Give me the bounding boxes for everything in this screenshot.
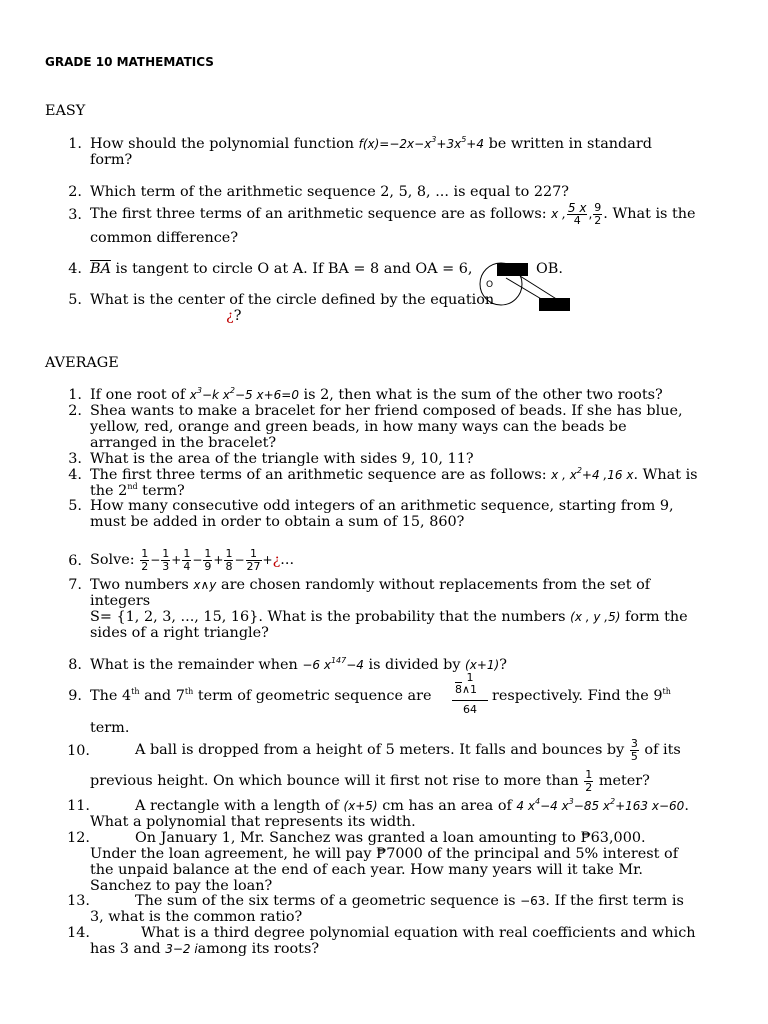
math-expression: (x)=−2x−x xyxy=(362,137,432,151)
exponent: 5 xyxy=(461,135,467,144)
question-text: If one root of xyxy=(90,387,186,403)
question-number: 12. xyxy=(67,830,90,846)
question-number: 2. xyxy=(68,184,82,200)
missing-glyph: ¿ xyxy=(272,552,281,568)
question-average-9: The 4th and 7th term of geometric sequence are xyxy=(90,687,432,704)
question-average-12: On January 1, Mr. Sanchez was granted a loan amounting to ₱63,000. xyxy=(135,830,646,846)
math-expression: (x , y ,5) xyxy=(570,610,621,624)
question-average-7 xyxy=(90,577,650,593)
question-number: 14. xyxy=(67,925,90,941)
question-text: OB. xyxy=(536,261,563,277)
question-number: 7. xyxy=(68,577,82,593)
question-text: Under the loan agreement, he will pay ₱7000 of the principal and 5% interest of xyxy=(90,846,679,862)
question-text: Solve: xyxy=(90,552,135,568)
math-expression: +4 xyxy=(466,137,484,151)
question-text: is 2, then what is the sum of the other two roots? xyxy=(303,387,663,403)
question-number: 2. xyxy=(68,403,82,419)
question-text: S= {1, 2, 3, ..., 15, 16}. What is the probability that the numbers (x , y ,5) form the xyxy=(90,609,688,625)
question-text: arranged in the bracelet? xyxy=(90,435,277,451)
math-symbol: f xyxy=(358,137,363,151)
question-text: is tangent to circle O at A. If BA = 8 and OA = 6, xyxy=(115,261,473,277)
question-easy-2: Which term of the arithmetic sequence 2, 5, 8, ... is equal to 227? xyxy=(90,184,570,200)
question-easy-4 xyxy=(90,261,473,277)
fraction: $\frac{3}{5}$ xyxy=(630,736,638,763)
question-number: 11. xyxy=(67,798,90,814)
question-text: 3, what is the common ratio? xyxy=(90,909,303,925)
fraction: $\frac{1}{2}$ xyxy=(141,546,149,573)
section-heading-easy: EASY xyxy=(45,103,86,119)
circle-label: O xyxy=(486,280,494,290)
question-average-3: What is the area of the triangle with sides 9, 10, 11? xyxy=(90,451,474,467)
question-number: 3. xyxy=(68,451,82,467)
question-text: The first three terms of an arithmetic sequence are as follows: xyxy=(90,206,547,222)
question-text: the unpaid balance at the end of each year. How many years will it take Mr. xyxy=(90,862,643,878)
question-text: . What is xyxy=(633,467,698,483)
exponent: 3 xyxy=(431,135,437,144)
section-heading-average: AVERAGE xyxy=(45,355,119,371)
question-average-6: Solve: $\frac{1}{2}$ − $\frac{1}{3}$ + $\frac{1}{4}$ − $\frac{1}{9}$ + $\frac{1}{8}$ − $\frac{1}{27}$ +¿... xyxy=(90,546,295,573)
question-average-11: A rectangle with a length of (x+5) cm has an area of 4 $x^4-4$ $x^3-85$ $x^2+163$ x−60. xyxy=(135,797,689,814)
question-text: be written in standard xyxy=(488,136,652,152)
question-text: must be added in order to obtain a sum of 15, 860? xyxy=(90,514,465,530)
question-text: sides of a right triangle? xyxy=(90,625,269,641)
math-expression: +3x xyxy=(436,137,462,151)
question-text: the 2nd term? xyxy=(90,482,185,499)
question-text: are chosen randomly without replacements from the set of xyxy=(220,577,651,593)
fraction: $\frac{5 x}{4}$ xyxy=(567,200,587,227)
question-average-14: What is a third degree polynomial equation with real coefficients and which xyxy=(141,925,696,941)
fraction: $\frac{9}{2}$ xyxy=(594,200,602,227)
question-number: 9. xyxy=(68,688,82,704)
question-text: previous height. On which bounce will it first not rise to more than $\frac{1}{2}$ meter? xyxy=(90,767,650,794)
question-number: 5. xyxy=(68,292,82,308)
question-text: common difference? xyxy=(90,230,239,246)
question-text: . What is the xyxy=(603,206,696,222)
fraction: $\frac{1}{9}$ xyxy=(204,546,212,573)
question-easy-5-end: ¿? xyxy=(226,308,242,324)
question-text: form? xyxy=(90,152,133,168)
question-average-8: What is the remainder when −6 $x^{147}-4$ is divided by (x+1)? xyxy=(90,656,507,673)
fraction-1-8-and-1-over-64: 1 8∧1 64 xyxy=(452,672,488,716)
question-number: 1. xyxy=(68,136,82,152)
question-text: What is the remainder when xyxy=(90,657,298,673)
question-text: integers xyxy=(90,593,151,609)
question-text: The first three terms of an arithmetic sequence are as follows: xyxy=(90,467,547,483)
fraction: $\frac{1}{8}$ xyxy=(225,546,233,573)
question-text: How should the polynomial function xyxy=(90,136,355,152)
question-text: What a polynomial that represents its width. xyxy=(90,814,416,830)
segment-label: $\overline{BA}$ xyxy=(90,261,111,277)
question-number: 5. xyxy=(68,498,82,514)
question-text: yellow, red, orange and green beads, in how many ways can the beads be xyxy=(90,419,627,435)
question-average-5: How many consecutive odd integers of an arithmetic sequence, starting from 9, xyxy=(90,498,674,514)
question-text: term. xyxy=(90,720,130,736)
math-expression: (x+1) xyxy=(465,658,500,672)
question-number: 3. xyxy=(68,207,82,223)
question-number: 8. xyxy=(68,657,82,673)
question-number: 1. xyxy=(68,387,82,403)
question-text: is divided by xyxy=(368,657,461,673)
math-expression: x , xyxy=(551,207,566,221)
question-average-2: Shea wants to make a bracelet for her friend composed of beads. If she has blue, xyxy=(90,403,683,419)
question-average-1: If one root of $x^3-k$ $x^2-5$ x+6=0 is 2, then what is the sum of the other two roots? xyxy=(90,386,663,403)
question-easy-5: What is the center of the circle defined by the equation xyxy=(90,292,495,308)
math-expression: x∧y xyxy=(193,578,217,592)
question-number: 4. xyxy=(68,261,82,277)
question-easy-3: The first three terms of an arithmetic sequence are as follows: x , $\frac{5 x}{4}$ , $\frac{9}{2}$ . What is the xyxy=(90,200,696,227)
question-text: Two numbers xyxy=(90,577,189,593)
redaction-box xyxy=(539,298,570,311)
question-number: 6. xyxy=(68,553,82,569)
fraction: $\frac{1}{4}$ xyxy=(183,546,191,573)
fraction: $\frac{1}{3}$ xyxy=(162,546,170,573)
question-text: Sanchez to pay the loan? xyxy=(90,878,273,894)
question-number: 10. xyxy=(67,743,90,759)
missing-glyph: ¿ xyxy=(226,308,234,324)
question-average-4: The first three terms of an arithmetic sequence are as follows: x , $x^2+4$ ,16 x. What is xyxy=(90,466,698,483)
fraction: $\frac{1}{2}$ xyxy=(585,767,593,794)
document-title: GRADE 10 MATHEMATICS xyxy=(45,55,214,69)
question-number: 13. xyxy=(67,893,90,909)
fraction: $\frac{1}{27}$ xyxy=(246,546,261,573)
question-average-13: The sum of the six terms of a geometric sequence is −63. If the first term is xyxy=(135,893,684,909)
question-text: has 3 and 3−2 iamong its roots? xyxy=(90,941,320,957)
question-easy-1 xyxy=(90,136,652,152)
question-number: 4. xyxy=(68,467,82,483)
question-average-10: A ball is dropped from a height of 5 meters. It falls and bounces by $\frac{3}{5}$ of its xyxy=(135,736,681,763)
question-text: respectively. Find the 9th xyxy=(492,687,671,704)
